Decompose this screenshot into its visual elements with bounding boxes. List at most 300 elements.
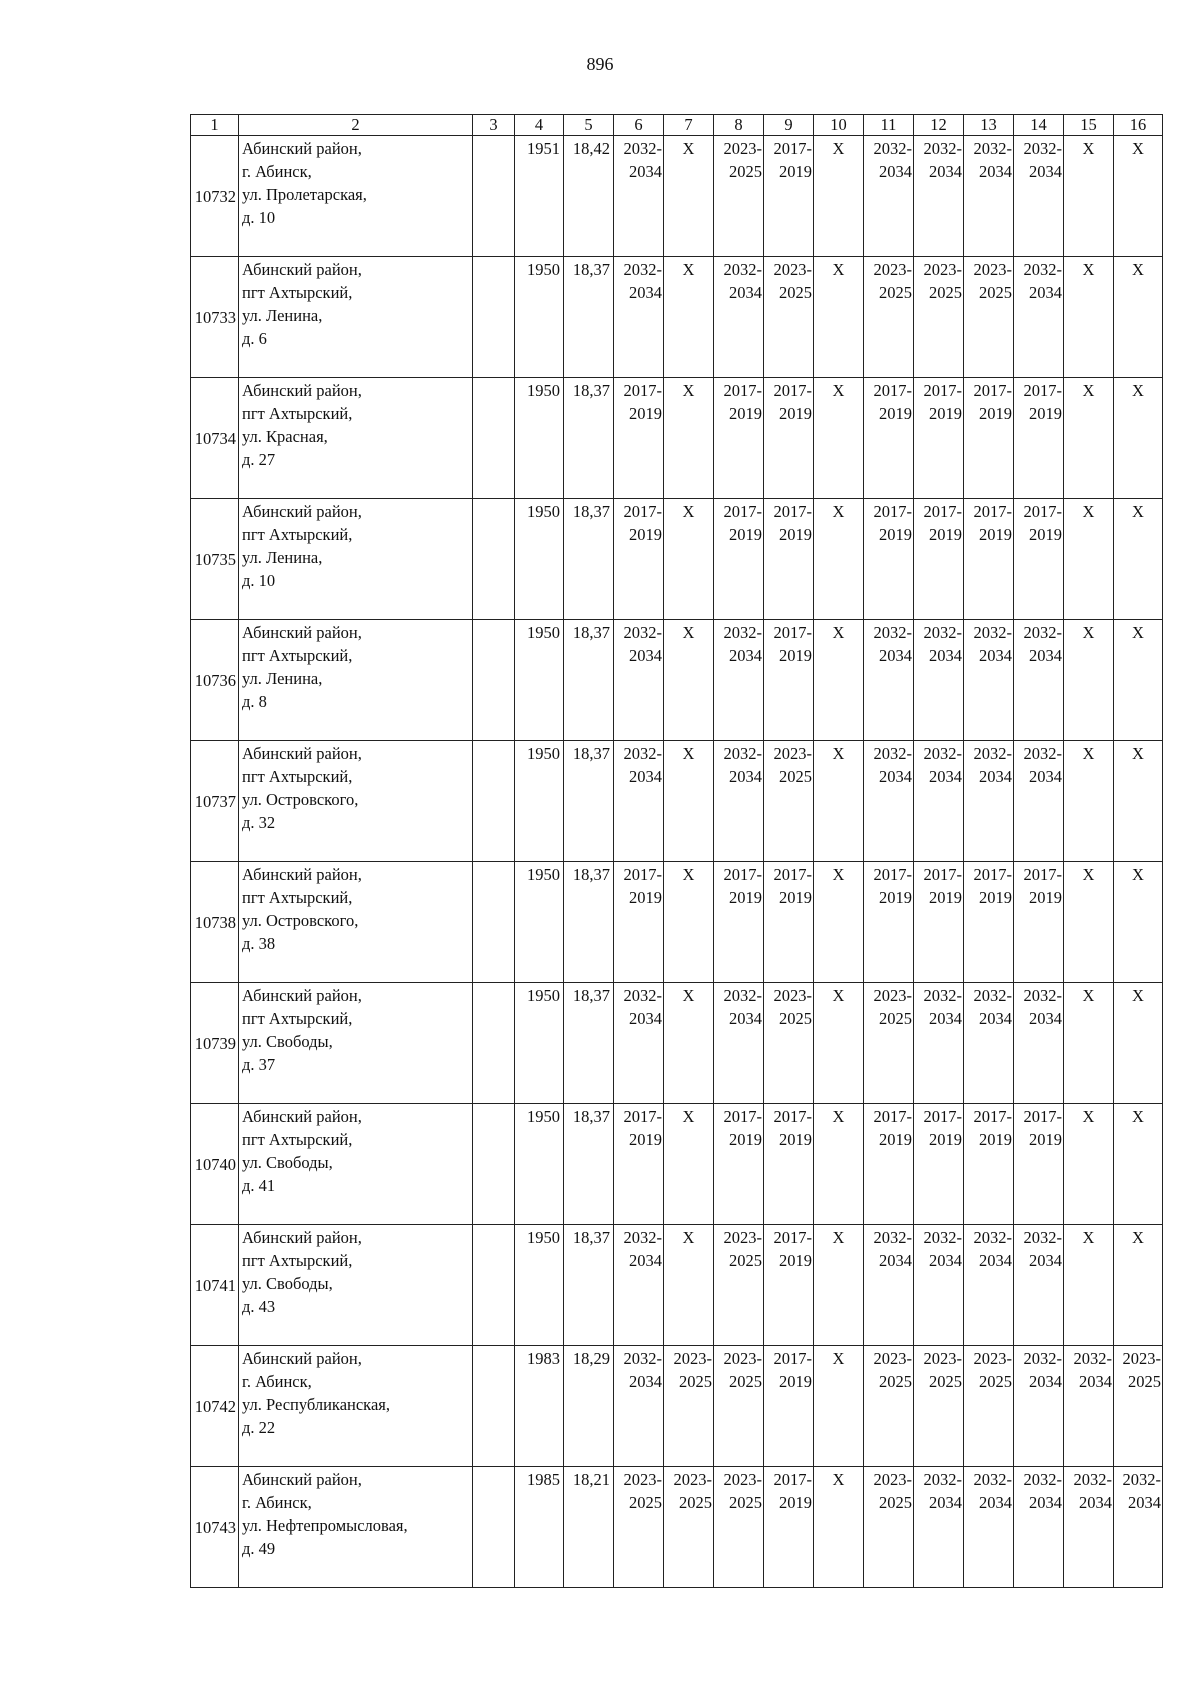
- period-start: 2023-: [923, 1349, 962, 1368]
- address-line: Абинский район,: [242, 139, 362, 158]
- period-start: 2017-: [773, 623, 812, 642]
- period-cell-col-10: Х: [814, 1225, 864, 1346]
- year-cell: 1950: [515, 378, 564, 499]
- period-end: 2034: [629, 1009, 662, 1028]
- period-start: 2032-: [923, 139, 962, 158]
- address-line: Абинский район,: [242, 986, 362, 1005]
- period-cell-col-8: [714, 620, 764, 741]
- period-cell-col-16: Х: [1114, 862, 1163, 983]
- period-start: 2017-: [623, 381, 662, 400]
- period-end: 2034: [979, 767, 1012, 786]
- period-start: 2017-: [873, 865, 912, 884]
- period-start: 2032-: [1023, 139, 1062, 158]
- period-cell-col-8: [714, 1104, 764, 1225]
- address-line: ул. Островского,: [242, 911, 359, 930]
- page-number: 896: [586, 54, 614, 74]
- table-row: [191, 620, 1163, 741]
- period-end: 2034: [629, 162, 662, 181]
- period-end: 2019: [779, 888, 812, 907]
- period-cell-col-9: [764, 983, 814, 1104]
- year-cell: 1950: [515, 1104, 564, 1225]
- value-cell: 18,37: [564, 983, 614, 1104]
- period-end: 2019: [629, 525, 662, 544]
- period-cell-col-7: Х: [664, 983, 714, 1104]
- address-line: ул. Пролетарская,: [242, 185, 367, 204]
- period-cell-col-14: [1014, 257, 1064, 378]
- period-end: 2019: [729, 525, 762, 544]
- period-end: 2025: [879, 1372, 912, 1391]
- period-cell-col-14: [1014, 1346, 1064, 1467]
- year-cell: 1950: [515, 741, 564, 862]
- period-cell-col-8: [714, 136, 764, 257]
- period-cell-col-14: [1014, 136, 1064, 257]
- record-number: 10743: [191, 1467, 239, 1588]
- period-start: 2032-: [623, 260, 662, 279]
- period-cell-col-14: [1014, 862, 1064, 983]
- period-end: 2025: [879, 1493, 912, 1512]
- period-cell-col-13: [964, 136, 1014, 257]
- period-end: 2034: [629, 1251, 662, 1270]
- period-cell-col-15: Х: [1064, 1225, 1114, 1346]
- period-start: 2017-: [973, 502, 1012, 521]
- period-end: 2034: [929, 767, 962, 786]
- period-cell-col-9: [764, 257, 814, 378]
- period-cell-col-7: Х: [664, 862, 714, 983]
- period-end: 2034: [1079, 1372, 1112, 1391]
- period-end: 2034: [979, 162, 1012, 181]
- period-start: 2023-: [773, 744, 812, 763]
- address-cell: [239, 862, 473, 983]
- period-start: 2017-: [773, 865, 812, 884]
- period-cell-col-12: [914, 983, 964, 1104]
- value-cell: 18,37: [564, 1225, 614, 1346]
- period-end: 2025: [729, 1372, 762, 1391]
- column-number-7: 7: [664, 115, 714, 136]
- period-end: 2019: [629, 404, 662, 423]
- period-end: 2025: [979, 283, 1012, 302]
- period-start: 2032-: [623, 1228, 662, 1247]
- period-start: 2032-: [1023, 1470, 1062, 1489]
- period-end: 2034: [1029, 1372, 1062, 1391]
- period-end: 2034: [979, 1009, 1012, 1028]
- period-end: 2019: [779, 1372, 812, 1391]
- period-cell-col-13: [964, 983, 1014, 1104]
- period-cell-col-8: [714, 257, 764, 378]
- period-end: 2025: [779, 767, 812, 786]
- period-cell-col-13: [964, 1467, 1014, 1588]
- value-cell: 18,37: [564, 620, 614, 741]
- period-start: 2032-: [1073, 1349, 1112, 1368]
- period-end: 2034: [929, 1009, 962, 1028]
- period-start: 2017-: [873, 502, 912, 521]
- address-line: д. 22: [242, 1418, 276, 1437]
- period-cell-col-15: Х: [1064, 1104, 1114, 1225]
- address-cell: [239, 136, 473, 257]
- period-cell-col-15: Х: [1064, 257, 1114, 378]
- period-end: 2025: [729, 1251, 762, 1270]
- period-start: 2032-: [623, 744, 662, 763]
- period-start: 2032-: [623, 986, 662, 1005]
- period-cell-col-7: [664, 1346, 714, 1467]
- address-line: пгт Ахтырский,: [242, 646, 353, 665]
- period-cell-col-11: [864, 862, 914, 983]
- address-line: пгт Ахтырский,: [242, 1251, 353, 1270]
- column-number-14: 14: [1014, 115, 1064, 136]
- period-cell-col-6: [614, 1346, 664, 1467]
- table-row: [191, 1346, 1163, 1467]
- period-end: 2034: [629, 646, 662, 665]
- address-cell: [239, 1225, 473, 1346]
- period-start: 2023-: [723, 1228, 762, 1247]
- period-end: 2025: [929, 283, 962, 302]
- address-line: пгт Ахтырский,: [242, 404, 353, 423]
- value-cell: 18,37: [564, 257, 614, 378]
- address-line: Абинский район,: [242, 381, 362, 400]
- period-cell-col-7: Х: [664, 1225, 714, 1346]
- record-number: 10733: [191, 257, 239, 378]
- period-end: 2034: [929, 646, 962, 665]
- period-end: 2034: [879, 767, 912, 786]
- value-cell: 18,37: [564, 1104, 614, 1225]
- address-line: г. Абинск,: [242, 1493, 312, 1512]
- table-row: [191, 1467, 1163, 1588]
- period-end: 2034: [629, 767, 662, 786]
- column-3-cell: [473, 741, 515, 862]
- period-end: 2025: [779, 283, 812, 302]
- period-cell-col-7: [664, 1467, 714, 1588]
- address-line: Абинский район,: [242, 1349, 362, 1368]
- table-row: [191, 862, 1163, 983]
- period-start: 2032-: [1023, 744, 1062, 763]
- period-cell-col-7: Х: [664, 1104, 714, 1225]
- period-end: 2019: [1029, 888, 1062, 907]
- column-number-6: 6: [614, 115, 664, 136]
- period-cell-col-11: [864, 1225, 914, 1346]
- period-end: 2025: [679, 1372, 712, 1391]
- address-line: д. 10: [242, 208, 276, 227]
- period-start: 2023-: [1122, 1349, 1161, 1368]
- period-end: 2025: [979, 1372, 1012, 1391]
- period-start: 2017-: [773, 1107, 812, 1126]
- record-number: 10740: [191, 1104, 239, 1225]
- period-cell-col-6: [614, 257, 664, 378]
- period-cell-col-13: [964, 378, 1014, 499]
- period-cell-col-16: Х: [1114, 1225, 1163, 1346]
- period-start: 2032-: [623, 139, 662, 158]
- period-end: 2019: [1029, 525, 1062, 544]
- column-3-cell: [473, 862, 515, 983]
- table-row: [191, 741, 1163, 862]
- period-start: 2023-: [723, 139, 762, 158]
- period-cell-col-9: [764, 499, 814, 620]
- year-cell: 1950: [515, 862, 564, 983]
- period-start: 2023-: [723, 1349, 762, 1368]
- period-start: 2032-: [1023, 1228, 1062, 1247]
- address-line: ул. Красная,: [242, 427, 328, 446]
- period-cell-col-14: [1014, 1225, 1064, 1346]
- record-number: 10734: [191, 378, 239, 499]
- address-cell: [239, 620, 473, 741]
- period-cell-col-16: Х: [1114, 620, 1163, 741]
- address-cell: [239, 1104, 473, 1225]
- period-start: 2017-: [723, 1107, 762, 1126]
- period-cell-col-12: [914, 1225, 964, 1346]
- period-cell-col-11: [864, 741, 914, 862]
- period-end: 2034: [979, 1251, 1012, 1270]
- address-line: д. 37: [242, 1055, 276, 1074]
- period-end: 2034: [1029, 646, 1062, 665]
- period-end: 2034: [929, 1251, 962, 1270]
- period-cell-col-14: [1014, 378, 1064, 499]
- period-end: 2019: [729, 1130, 762, 1149]
- period-end: 2034: [1029, 1009, 1062, 1028]
- record-number: 10739: [191, 983, 239, 1104]
- record-number: 10741: [191, 1225, 239, 1346]
- period-cell-col-12: [914, 499, 964, 620]
- period-cell-col-9: [764, 862, 814, 983]
- column-number-9: 9: [764, 115, 814, 136]
- period-cell-col-10: Х: [814, 862, 864, 983]
- period-end: 2034: [729, 646, 762, 665]
- period-cell-col-15: Х: [1064, 862, 1114, 983]
- period-cell-col-14: [1014, 1467, 1064, 1588]
- period-cell-col-14: [1014, 499, 1064, 620]
- period-cell-col-7: Х: [664, 257, 714, 378]
- period-start: 2017-: [1023, 502, 1062, 521]
- period-start: 2017-: [973, 865, 1012, 884]
- period-cell-col-15: [1064, 1346, 1114, 1467]
- period-end: 2034: [629, 283, 662, 302]
- period-cell-col-9: [764, 620, 814, 741]
- column-number-13: 13: [964, 115, 1014, 136]
- year-cell: 1950: [515, 1225, 564, 1346]
- period-cell-col-10: Х: [814, 378, 864, 499]
- period-cell-col-12: [914, 1467, 964, 1588]
- period-end: 2019: [779, 646, 812, 665]
- period-end: 2025: [679, 1493, 712, 1512]
- period-cell-col-8: [714, 1225, 764, 1346]
- value-cell: 18,37: [564, 378, 614, 499]
- period-end: 2019: [779, 1130, 812, 1149]
- period-cell-col-7: Х: [664, 620, 714, 741]
- period-start: 2032-: [723, 623, 762, 642]
- period-start: 2023-: [873, 1349, 912, 1368]
- period-end: 2025: [729, 1493, 762, 1512]
- record-number: 10735: [191, 499, 239, 620]
- period-cell-col-15: Х: [1064, 741, 1114, 862]
- period-cell-col-9: [764, 1467, 814, 1588]
- value-cell: 18,21: [564, 1467, 614, 1588]
- period-start: 2023-: [923, 260, 962, 279]
- period-cell-col-8: [714, 741, 764, 862]
- table-row: [191, 499, 1163, 620]
- column-3-cell: [473, 378, 515, 499]
- table-row: [191, 983, 1163, 1104]
- record-number: 10732: [191, 136, 239, 257]
- column-number-12: 12: [914, 115, 964, 136]
- address-line: Абинский район,: [242, 1470, 362, 1489]
- record-number: 10737: [191, 741, 239, 862]
- period-start: 2023-: [773, 986, 812, 1005]
- period-end: 2034: [729, 767, 762, 786]
- period-cell-col-16: Х: [1114, 499, 1163, 620]
- period-start: 2023-: [623, 1470, 662, 1489]
- column-number-row: [191, 115, 1163, 136]
- year-cell: 1950: [515, 620, 564, 741]
- period-start: 2017-: [723, 381, 762, 400]
- address-line: пгт Ахтырский,: [242, 283, 353, 302]
- period-cell-col-11: [864, 136, 914, 257]
- address-cell: [239, 741, 473, 862]
- address-line: Абинский район,: [242, 1228, 362, 1247]
- column-number-8: 8: [714, 115, 764, 136]
- period-end: 2019: [879, 525, 912, 544]
- period-cell-col-16: Х: [1114, 741, 1163, 862]
- period-end: 2019: [1029, 404, 1062, 423]
- column-number-10: 10: [814, 115, 864, 136]
- address-cell: [239, 983, 473, 1104]
- address-line: ул. Свободы,: [242, 1274, 333, 1293]
- period-cell-col-7: Х: [664, 741, 714, 862]
- period-end: 2019: [779, 525, 812, 544]
- period-end: 2019: [929, 525, 962, 544]
- period-start: 2023-: [873, 1470, 912, 1489]
- address-line: ул. Островского,: [242, 790, 359, 809]
- period-start: 2032-: [923, 623, 962, 642]
- period-end: 2025: [879, 283, 912, 302]
- period-end: 2019: [929, 888, 962, 907]
- period-start: 2023-: [973, 1349, 1012, 1368]
- address-cell: [239, 378, 473, 499]
- period-cell-col-6: [614, 1225, 664, 1346]
- period-cell-col-8: [714, 499, 764, 620]
- period-end: 2025: [1128, 1372, 1161, 1391]
- period-cell-col-14: [1014, 1104, 1064, 1225]
- period-end: 2025: [879, 1009, 912, 1028]
- period-cell-col-10: Х: [814, 136, 864, 257]
- address-cell: [239, 257, 473, 378]
- address-line: Абинский район,: [242, 865, 362, 884]
- period-cell-col-10: Х: [814, 620, 864, 741]
- period-cell-col-6: [614, 983, 664, 1104]
- period-cell-col-13: [964, 1104, 1014, 1225]
- column-number-2: 2: [239, 115, 473, 136]
- period-end: 2034: [1029, 767, 1062, 786]
- period-cell-col-6: [614, 862, 664, 983]
- period-cell-col-9: [764, 1225, 814, 1346]
- period-start: 2032-: [923, 1470, 962, 1489]
- period-start: 2017-: [1023, 865, 1062, 884]
- address-line: Абинский район,: [242, 502, 362, 521]
- period-start: 2017-: [623, 502, 662, 521]
- value-cell: 18,37: [564, 499, 614, 620]
- period-end: 2034: [1029, 283, 1062, 302]
- column-number-1: 1: [191, 115, 239, 136]
- period-start: 2017-: [923, 865, 962, 884]
- period-start: 2017-: [973, 1107, 1012, 1126]
- address-line: г. Абинск,: [242, 162, 312, 181]
- period-cell-col-11: [864, 499, 914, 620]
- period-start: 2017-: [873, 381, 912, 400]
- housing-register-table: [190, 114, 1163, 1588]
- period-end: 2019: [629, 888, 662, 907]
- period-end: 2034: [979, 646, 1012, 665]
- period-cell-col-11: [864, 620, 914, 741]
- period-start: 2017-: [723, 502, 762, 521]
- column-number-11: 11: [864, 115, 914, 136]
- period-start: 2032-: [923, 744, 962, 763]
- period-start: 2032-: [973, 623, 1012, 642]
- period-cell-col-14: [1014, 620, 1064, 741]
- period-start: 2017-: [973, 381, 1012, 400]
- period-start: 2023-: [973, 260, 1012, 279]
- period-cell-col-13: [964, 257, 1014, 378]
- address-line: д. 49: [242, 1539, 276, 1558]
- period-cell-col-16: Х: [1114, 136, 1163, 257]
- period-cell-col-16: [1114, 1346, 1163, 1467]
- period-cell-col-10: Х: [814, 1104, 864, 1225]
- period-start: 2017-: [1023, 381, 1062, 400]
- period-start: 2023-: [873, 260, 912, 279]
- period-start: 2017-: [773, 502, 812, 521]
- period-start: 2017-: [773, 381, 812, 400]
- period-cell-col-11: [864, 1346, 914, 1467]
- period-end: 2034: [879, 646, 912, 665]
- address-line: пгт Ахтырский,: [242, 1130, 353, 1149]
- period-end: 2025: [629, 1493, 662, 1512]
- period-start: 2032-: [1122, 1470, 1161, 1489]
- period-end: 2019: [629, 1130, 662, 1149]
- period-start: 2023-: [773, 260, 812, 279]
- period-start: 2032-: [723, 744, 762, 763]
- period-start: 2032-: [973, 1470, 1012, 1489]
- period-cell-col-9: [764, 378, 814, 499]
- column-number-4: 4: [515, 115, 564, 136]
- period-start: 2032-: [1073, 1470, 1112, 1489]
- period-start: 2032-: [1023, 623, 1062, 642]
- address-line: д. 10: [242, 571, 276, 590]
- year-cell: 1983: [515, 1346, 564, 1467]
- period-cell-col-10: Х: [814, 1346, 864, 1467]
- period-start: 2017-: [923, 502, 962, 521]
- column-3-cell: [473, 1346, 515, 1467]
- period-cell-col-8: [714, 983, 764, 1104]
- address-line: пгт Ахтырский,: [242, 525, 353, 544]
- period-cell-col-16: [1114, 1467, 1163, 1588]
- period-end: 2019: [779, 404, 812, 423]
- period-cell-col-16: Х: [1114, 257, 1163, 378]
- period-cell-col-6: [614, 136, 664, 257]
- period-start: 2032-: [873, 1228, 912, 1247]
- period-end: 2034: [1079, 1493, 1112, 1512]
- address-line: Абинский район,: [242, 744, 362, 763]
- period-cell-col-9: [764, 1346, 814, 1467]
- period-start: 2017-: [773, 1470, 812, 1489]
- period-cell-col-12: [914, 1104, 964, 1225]
- period-start: 2032-: [873, 623, 912, 642]
- period-cell-col-7: Х: [664, 378, 714, 499]
- period-end: 2019: [779, 1251, 812, 1270]
- period-end: 2019: [879, 1130, 912, 1149]
- address-line: д. 43: [242, 1297, 276, 1316]
- address-line: д. 32: [242, 813, 276, 832]
- period-cell-col-9: [764, 136, 814, 257]
- period-start: 2017-: [623, 1107, 662, 1126]
- address-line: пгт Ахтырский,: [242, 767, 353, 786]
- year-cell: 1950: [515, 499, 564, 620]
- period-start: 2032-: [973, 1228, 1012, 1247]
- period-cell-col-13: [964, 741, 1014, 862]
